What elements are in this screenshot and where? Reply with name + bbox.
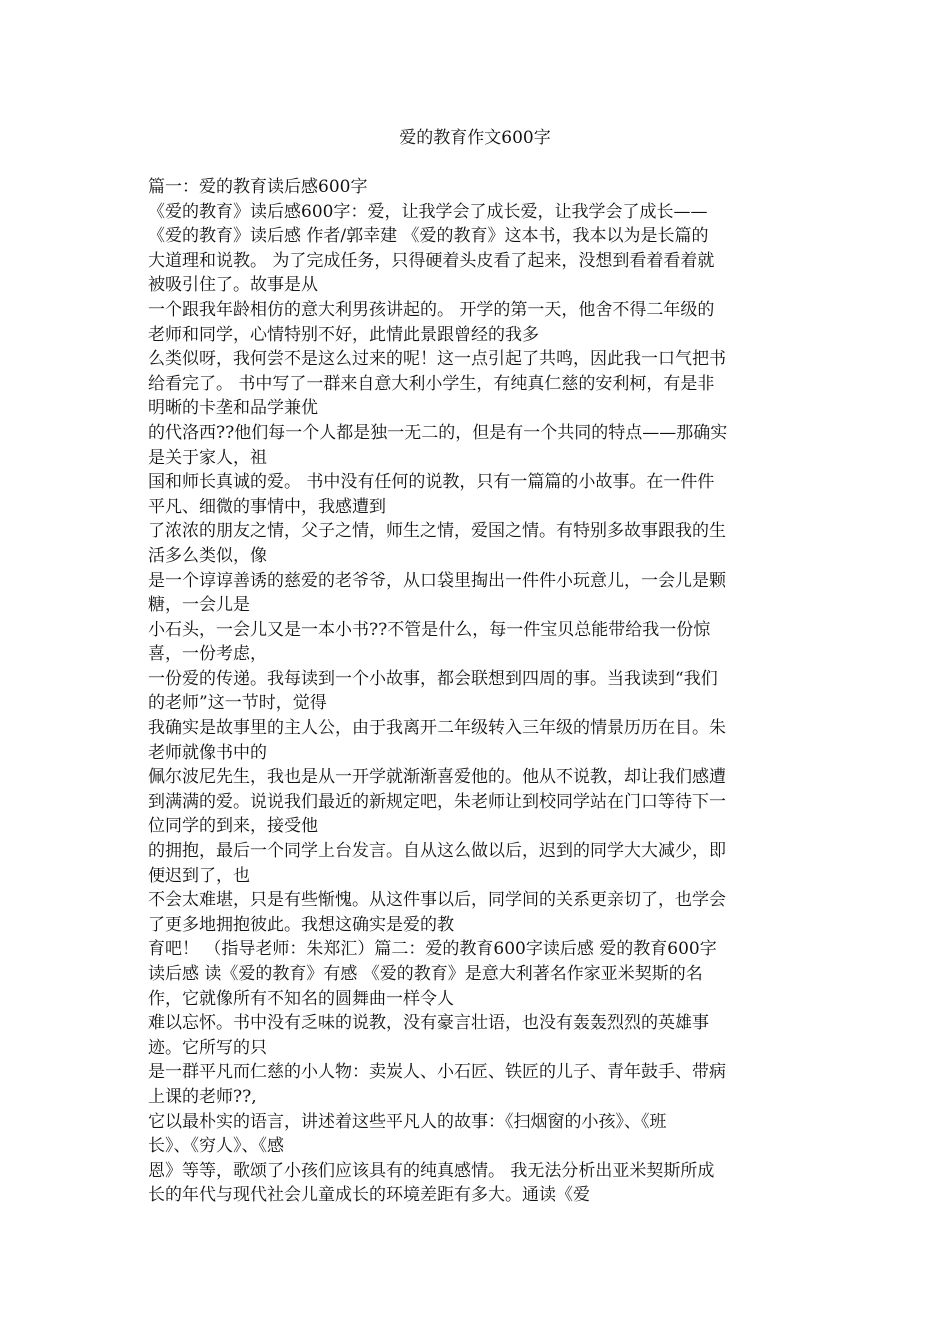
body-line: 明晰的卡垄和品学兼优 [148,398,318,419]
body-line: 我确实是故事里的主人公，由于我离开二年级转入三年级的情景历历在目。朱 [148,718,726,739]
body-line: 么类似呀，我何尝不是这么过来的呢！这一点引起了共鸣，因此我一口气把书 [148,349,726,370]
body-line: 《爱的教育》读后感600字：爱，让我学会了成长爱，让我学会了成长—— [148,201,708,222]
body-line: 佩尔波尼先生，我也是从一开学就渐渐喜爱他的。他从不说教，却让我们感遭 [148,767,726,788]
body-line: 糖，一会儿是 [148,595,250,616]
body-line: 是一群平凡而仁慈的小人物：卖炭人、小石匠、铁匠的儿子、青年鼓手、带病 [148,1062,726,1083]
body-line: 育吧！ （指导老师：朱郑汇）篇二：爱的教育600字读后感 爱的教育600字 [148,939,717,960]
body-line: 给看完了。 书中写了一群来自意大利小学生，有纯真仁慈的安利柯，有是非 [148,373,715,394]
body-line: 的代洛西??他们每一个人都是独一无二的，但是有一个共同的特点——那确实 [148,422,728,443]
body-line: 大道理和说教。 为了完成任务，只得硬着头皮看了起来，没想到看着看着就 [148,250,715,271]
body-line: 读后感 读《爱的教育》有感 《爱的教育》是意大利著名作家亚米契斯的名 [148,964,703,984]
body-line: 国和师长真诚的爱。 书中没有任何的说教，只有一篇篇的小故事。在一件件 [148,472,715,493]
document-title: 爱的教育作文600字 [399,128,551,148]
body-line: 了浓浓的朋友之情，父子之情，师生之情，爱国之情。有特别多故事跟我的生 [148,521,726,542]
body-line: 老师就像书中的 [148,742,267,763]
body-line: 不会太难堪，只是有些惭愧。从这件事以后，同学间的关系更亲切了，也学会 [148,890,726,911]
body-line: 一个跟我年龄相仿的意大利男孩讲起的。 开学的第一天，他舍不得二年级的 [148,299,715,320]
body-line: 篇一：爱的教育读后感600字 [148,177,368,197]
body-line: 迹。它所写的只 [148,1037,267,1058]
body-line: 了更多地拥抱彼此。我想这确实是爱的教 [148,914,454,935]
body-line: 恩》等等，歌颂了小孩们应该具有的纯真感情。 我无法分析出亚米契斯所成 [148,1160,715,1181]
body-line: 它以最朴实的语言，讲述着这些平凡人的故事：《扫烟窗的小孩》、《班 [148,1111,667,1132]
body-line: 长》、《穷人》、《感 [148,1136,284,1157]
body-line: 平凡、细微的事情中，我感遭到 [148,496,386,517]
body-line: 长的年代与现代社会儿童成长的环境差距有多大。通读《爱 [148,1185,590,1206]
body-line: 活多么类似，像 [148,545,267,566]
body-line: 的拥抱，最后一个同学上台发言。自从这么做以后，迟到的同学大大减少，即 [148,841,726,862]
body-line: 小石头，一会儿又是一本小书??不管是什么，每一件宝贝总能带给我一份惊 [148,619,711,640]
body-line: 《爱的教育》读后感 作者/郭幸建 《爱的教育》这本书，我本以为是长篇的 [148,226,709,247]
body-line: 位同学的到来，接受他 [148,816,318,837]
body-line: 老师和同学，心情特别不好，此情此景跟曾经的我多 [148,324,539,345]
body-line: 是关于家人，祖 [148,447,267,468]
body-line: 的老师”这一节时，觉得 [148,693,327,714]
body-line: 难以忘怀。书中没有乏味的说教，没有豪言壮语，也没有轰轰烈烈的英雄事 [148,1013,709,1034]
body-line: 作，它就像所有不知名的圆舞曲一样令人 [148,988,454,1009]
body-line: 是一个谆谆善诱的慈爱的老爷爷，从口袋里掏出一件件小玩意儿，一会儿是颗 [148,570,726,591]
body-line: 一份爱的传递。我每读到一个小故事，都会联想到四周的事。当我读到“我们 [148,668,718,689]
body-line: 被吸引住了。故事是从 [148,275,318,296]
body-line: 喜，一份考虑， [148,644,267,665]
body-line: 便迟到了，也 [148,865,250,886]
document-body [148,175,808,1208]
body-line: 上课的老师??, [148,1086,257,1107]
body-line: 到满满的爱。说说我们最近的新规定吧，朱老师让到校同学站在门口等待下一 [148,791,726,812]
